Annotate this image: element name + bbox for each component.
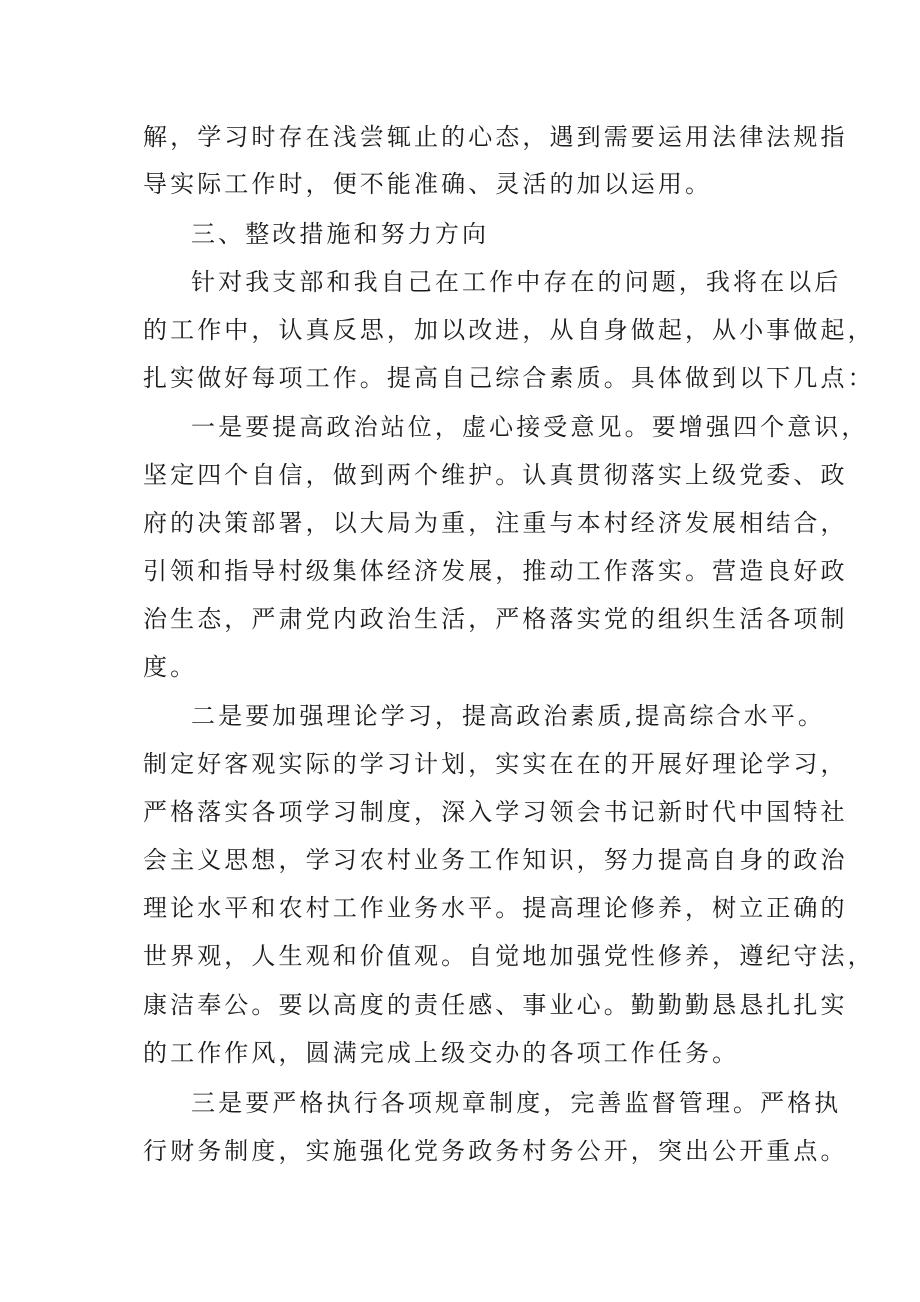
text-line: 府的决策部署，以大局为重，注重与本村经济发展相结合， bbox=[143, 509, 848, 537]
text-line: 的工作作风，圆满完成上级交办的各项工作任务。 bbox=[143, 1039, 740, 1067]
text-line: 导实际工作时，便不能准确、灵活的加以运用。 bbox=[143, 170, 713, 198]
text-line: 行财务制度，实施强化党务政务村务公开，突出公开重点。 bbox=[143, 1137, 848, 1165]
text-line: 针对我支部和我自己在工作中存在的问题，我将在以后 bbox=[191, 268, 842, 296]
text-line: 康洁奉公。要以高度的责任感、事业心。勤勤勤恳恳扎扎实 bbox=[143, 991, 848, 1019]
text-line: 度。 bbox=[143, 653, 198, 681]
text-line: 会主义思想，学习农村业务工作知识，努力提高自身的政治 bbox=[143, 846, 848, 874]
text-line: 世界观，人生观和价值观。自觉地加强党性修养，遵纪守法， bbox=[143, 942, 875, 970]
section-heading: 三、整改措施和努力方向 bbox=[191, 220, 490, 248]
text-line: 二是要加强理论学习，提高政治素质,提高综合水平。 bbox=[191, 702, 826, 730]
text-line: 的工作中，认真反思，加以改进，从自身做起，从小事做起， bbox=[143, 316, 875, 344]
text-line: 坚定四个自信，做到两个维护。认真贯彻落实上级党委、政 bbox=[143, 461, 848, 489]
text-line: 制定好客观实际的学习计划，实实在在的开展好理论学习， bbox=[143, 750, 848, 778]
text-line: 三是要严格执行各项规章制度，完善监督管理。严格执 bbox=[191, 1089, 842, 1117]
text-line: 引领和指导村级集体经济发展，推动工作落实。营造良好政 bbox=[143, 557, 848, 585]
text-line: 理论水平和农村工作业务水平。提高理论修养，树立正确的 bbox=[143, 894, 848, 922]
text-line: 治生态，严肃党内政治生活，严格落实党的组织生活各项制 bbox=[143, 605, 848, 633]
text-line: 一是要提高政治站位，虚心接受意见。要增强四个意识， bbox=[191, 413, 869, 441]
text-line: 解，学习时存在浅尝辄止的心态，遇到需要运用法律法规指 bbox=[143, 123, 848, 151]
text-line: 扎实做好每项工作。提高自己综合素质。具体做到以下几点： bbox=[143, 364, 875, 392]
text-line: 严格落实各项学习制度，深入学习领会书记新时代中国特社 bbox=[143, 798, 848, 826]
